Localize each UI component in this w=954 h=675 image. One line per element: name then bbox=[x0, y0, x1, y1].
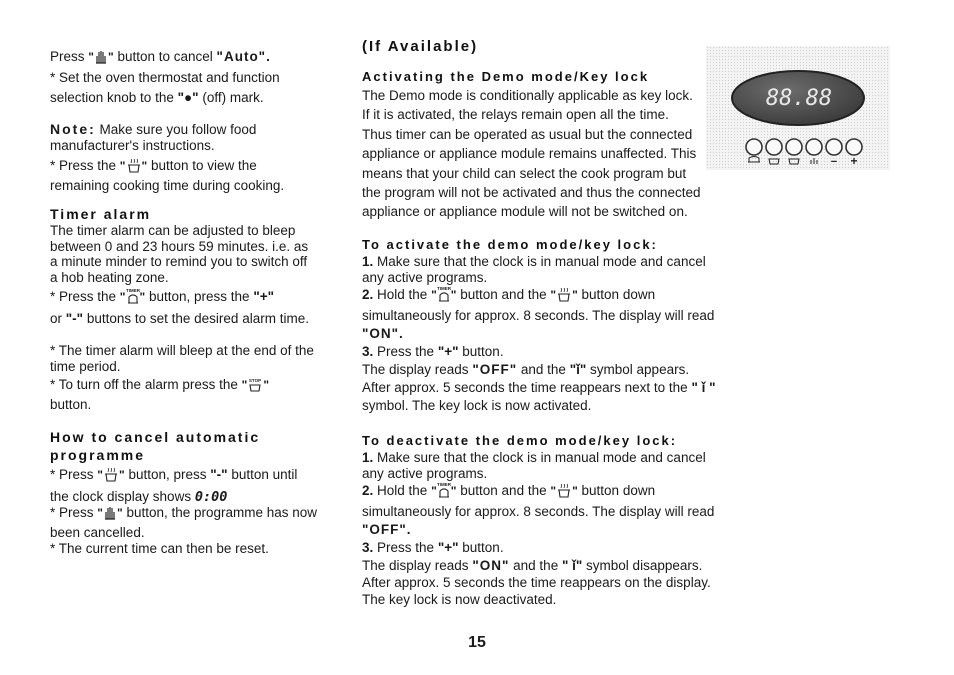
page-number: 15 bbox=[468, 634, 486, 651]
cancel-programme-section bbox=[50, 428, 318, 464]
cooking-pot-icon bbox=[556, 484, 572, 503]
text: * Press the bbox=[50, 289, 117, 304]
cooking-pot-icon bbox=[556, 288, 572, 307]
minus-symbol: − bbox=[830, 156, 838, 168]
text: Make sure that the clock is in manual mode and cancel any active programs. bbox=[362, 450, 706, 481]
cooking-pot-icon bbox=[103, 468, 119, 487]
display-reading: "ON". bbox=[362, 326, 404, 341]
text: * Set the oven thermostat and function selection knob to the bbox=[50, 70, 280, 105]
cooking-pot-icon bbox=[126, 159, 142, 177]
section-heading: To deactivate the demo mode/key lock: bbox=[362, 433, 678, 448]
text: buttons to set the desired alarm time. bbox=[86, 311, 309, 326]
text: * Press bbox=[50, 505, 94, 520]
availability-heading bbox=[362, 38, 718, 56]
section-heading: programme bbox=[50, 447, 146, 463]
timer-bell-icon bbox=[437, 286, 451, 307]
text: button. bbox=[462, 540, 504, 555]
svg-text:STOP: STOP bbox=[249, 378, 262, 383]
display-reading: "OFF". bbox=[362, 522, 412, 537]
text: * Press bbox=[50, 467, 94, 482]
text: button to cancel bbox=[117, 49, 213, 64]
cancel-auto-paragraph: Press " " button to cancel "Auto". bbox=[50, 48, 318, 69]
step-number: 2. bbox=[362, 483, 374, 498]
key-lock-symbol: " ǐ " bbox=[691, 380, 716, 395]
key-lock-symbol: " ǐ" bbox=[561, 558, 583, 573]
text: and the bbox=[520, 362, 566, 377]
text: button down simultaneously for approx. 8 seconds. The display will read bbox=[362, 287, 715, 323]
control-panel-illustration bbox=[706, 46, 890, 170]
text: symbol appears. After approx. 5 seconds the time reappears next to the bbox=[362, 362, 690, 395]
text: button. bbox=[462, 344, 504, 359]
panel-button-timer bbox=[746, 139, 762, 155]
display-reading: "OFF" bbox=[472, 362, 518, 377]
svg-text:TIMER: TIMER bbox=[125, 288, 140, 293]
section-heading: (If Available) bbox=[362, 38, 479, 55]
text: button and the bbox=[460, 483, 547, 498]
panel-button-cook bbox=[766, 139, 782, 155]
demo-mode-section bbox=[362, 68, 718, 222]
text: (off) mark. bbox=[202, 90, 264, 105]
section-heading: Activating the Demo mode/Key lock bbox=[362, 69, 650, 84]
stop-icon bbox=[247, 378, 263, 396]
text: symbol disappears. After approx. 5 seconds the time reappears on the display. The key lock is now deactivated. bbox=[362, 558, 711, 607]
text: The display reads bbox=[362, 558, 469, 573]
text: Press bbox=[50, 49, 85, 64]
note-paragraph bbox=[50, 121, 318, 154]
clock-display-value: 0:00 bbox=[194, 489, 228, 505]
timer-bell-icon bbox=[437, 482, 451, 503]
text: * To turn off the alarm press the bbox=[50, 377, 238, 392]
panel-button-manual bbox=[806, 139, 822, 155]
section-heading: Timer alarm bbox=[50, 206, 152, 222]
minus-key: "-" bbox=[210, 467, 228, 482]
text: Press the bbox=[377, 344, 435, 359]
off-mark: "●" bbox=[177, 90, 199, 105]
svg-text:TIMER: TIMER bbox=[436, 482, 451, 487]
cancel-step-3 bbox=[50, 540, 318, 558]
text: * Press the bbox=[50, 158, 117, 173]
text: button until the clock display shows bbox=[50, 467, 298, 504]
text: button, press bbox=[128, 467, 207, 482]
plus-symbol: + bbox=[850, 154, 858, 168]
text: or bbox=[50, 311, 63, 326]
text: button, the programme has now been cancelled. bbox=[50, 505, 318, 540]
key-lock-symbol: "ǐ" bbox=[569, 362, 587, 377]
text: Hold the bbox=[377, 483, 428, 498]
text: symbol. The key lock is now activated. bbox=[362, 398, 592, 413]
panel-button-stop bbox=[786, 139, 802, 155]
step-number: 1. bbox=[362, 254, 374, 269]
text: * The current time can then be reset. bbox=[50, 541, 269, 556]
text: button down simultaneously for approx. 8 seconds. The display will read bbox=[362, 483, 715, 519]
timer-step-3: * To turn off the alarm press the " STOP " button. bbox=[50, 377, 270, 412]
text: button. bbox=[50, 397, 92, 412]
plus-key: "+" bbox=[253, 289, 274, 304]
text: * The timer alarm will bleep at the end of the time period. bbox=[50, 343, 314, 374]
timer-step-2 bbox=[50, 343, 318, 375]
step-number: 1. bbox=[362, 450, 374, 465]
hand-icon bbox=[103, 505, 117, 524]
svg-text:TIMER: TIMER bbox=[436, 286, 451, 291]
plus-key: "+" bbox=[437, 540, 459, 555]
text: Make sure you follow food manufacturer's instructions. bbox=[50, 122, 257, 153]
section-heading: How to cancel automatic bbox=[50, 429, 261, 445]
timer-bell-icon bbox=[126, 288, 140, 309]
step-number: 2. bbox=[362, 287, 374, 302]
section-heading: To activate the demo mode/key lock: bbox=[362, 237, 658, 252]
step-number: 3. bbox=[362, 344, 374, 359]
panel-button-minus bbox=[826, 139, 842, 155]
text: button and the bbox=[460, 287, 547, 302]
timer-step-1: * Press the " TIMER " button, press the "+" or "-" buttons to set the desired alarm time. bbox=[50, 288, 309, 326]
minus-key: "-" bbox=[65, 311, 84, 326]
auto-mode-label: "Auto". bbox=[216, 49, 271, 64]
view-time-paragraph: * Press the " " button to view the remaining cooking time during cooking. bbox=[50, 158, 285, 193]
text: Make sure that the clock is in manual mode and cancel any active programs. bbox=[362, 254, 706, 285]
plus-key: "+" bbox=[437, 344, 459, 359]
activate-section: To activate the demo mode/key lock: 1. Make sure that the clock is in manual mode and cancel any active programs. 2. Hold the " TIMER " button and the " " button down simultaneously for approx. 8 seconds. The display will read "ON". 3. Press the "+" button. The display reads "OFF" and the "ǐ" symbol appears. After approx. 5 seconds the time reappears next to the " ǐ " symbol. The key lock is now activated. bbox=[362, 236, 718, 415]
text: Press the bbox=[377, 540, 435, 555]
note-label: Note: bbox=[50, 121, 96, 137]
cancel-step-1: * Press " " button, press "-" button until the clock display shows 0:00 bbox=[50, 467, 298, 505]
text: Hold the bbox=[377, 287, 428, 302]
text: The display reads bbox=[362, 362, 469, 377]
text: The Demo mode is conditionally applicable as key lock. If it is activated, the relays remain open all the time. Thus timer can be operated as usual but the connected appliance or appliance module remains unaffected. This means that your child can select the cook program but the program will not be activated and thus the connected appliance or appliance module will not be switched on. bbox=[362, 88, 701, 220]
display-digits: 88.88 bbox=[765, 86, 833, 111]
timer-alarm-section bbox=[50, 205, 318, 285]
text: button, press the bbox=[148, 289, 250, 304]
cancel-step-2: * Press " " button, the programme has now been cancelled. bbox=[50, 505, 318, 540]
display-reading: "ON" bbox=[472, 558, 510, 573]
text: The timer alarm can be adjusted to bleep between 0 and 23 hours 59 minutes. i.e. as a minute minder to remind you to switch off a hob heating zone. bbox=[50, 223, 309, 285]
text: button to view the remaining cooking time during cooking. bbox=[50, 158, 285, 193]
panel-button-plus bbox=[846, 139, 862, 155]
hand-icon bbox=[94, 49, 108, 69]
text: and the bbox=[513, 558, 559, 573]
step-number: 3. bbox=[362, 540, 374, 555]
thermostat-paragraph bbox=[50, 68, 318, 108]
deactivate-section: To deactivate the demo mode/key lock: 1. Make sure that the clock is in manual mode and cancel any active programs. 2. Hold the " TIMER " button and the " " button down simultaneously for approx. 8 seconds. The display will read "OFF". 3. Press the "+" button. The display reads "ON" and the " ǐ" symbol disappears. After approx. 5 seconds the time reappears on the display. The key lock is now deactivated. bbox=[362, 432, 718, 608]
